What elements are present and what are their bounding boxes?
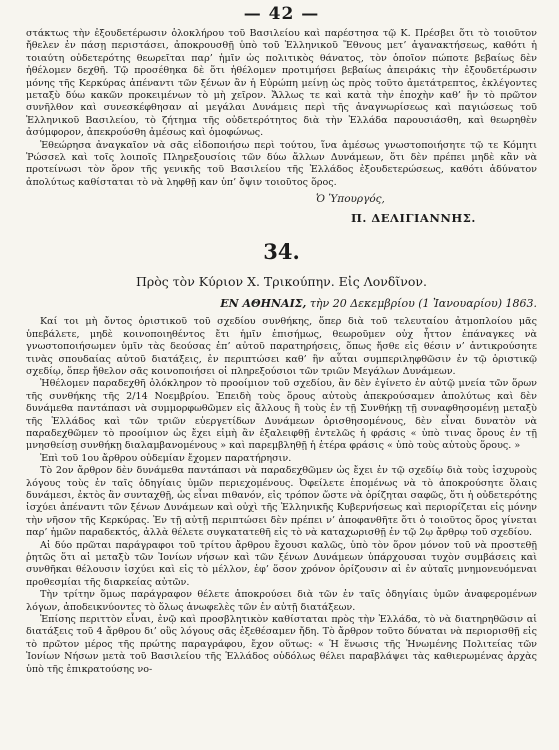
- intro-paragraph-1: στάκτως τὴν ἐξουδετέρωσιν ὁλοκλήρου τοῦ Βασιλείου καὶ παρέστησα τῷ Κ. Πρέσβει ὅτι τὸ τοιοῦτον ἤθελεν ἐν πάσῃ περιστάσει, ἀποκρουσθῇ ὑπὸ τοῦ Ἑλληνικοῦ Ἔθνους μετ’ ἀγανακτήσεως, καθότι ἡ τοιαύτη οὐδετερότης θεωρεῖται παρ’ ἡμῖν ὡς πολιτικὸς θάνατος, τὸν ὁποῖον πώποτε βεβαίως δὲν ἠθέλομεν δεχθῆ. Τῷ προσέθηκα δὲ ὅτι ἠθέλομεν προτιμήσει βεβαίως ἀπειράκις τὴν ἐξουδετέρωσιν μόνης τῆς Κερκύρας ἀπέναντι τῶν ξένων ἂν ἡ Εὐρώπη μείνῃ ὡς πρὸς τοῦτο ἀμετάτρεπτος, ἐκλέγοντες μεταξὺ δύω κακῶν προκειμένων τὸ μὴ χεῖρον. Ἄλλως τε καὶ κατὰ τὴν ἐποχὴν καθ’ ἣν τὸ πρῶτον συνῆλθον καὶ συνεσκέφθησαν αἱ μεγάλαι Δυνάμεις περὶ τῆς ἀναγνωρίσεως καὶ παγιώσεως τοῦ Ἑλληνικοῦ Βασιλείου, τὸ ζήτημα τῆς οὐδετερότητος διὰ τὴν Ἑλλάδα παρουσιάσθη, καὶ θεωρηθὲν ἀσύμφορον, ἀπεκρούσθη ἀμέσως καὶ ὁμοφώνως.: [26, 28, 537, 139]
- body-paragraph-1: Καί τοι μὴ ὄντος ὁριστικοῦ τοῦ σχεδίου συνθήκης, ὅπερ διὰ τοῦ τελευταίου ἀτμοπλοίου μᾶς ὑπεβάλετε, μηδὲ κοινοποιηθέντος ἔτι ἡμῖν ἐπισήμως, θεωροῦμεν οὐχ ἧττον ἐπάναγκες νὰ γνωστοποιήσωμεν ὑμῖν τὰς δεούσας ἐπ’ αὐτοῦ παρατηρήσεις, ὅπως ἤσθε εἰς θέσιν ν’ ἀντικρούσητε τινὰς σπουδαίας αὐτοῦ διατάξεις, ἐν περιπτώσει καθ’ ἣν αὗται συμπεριληφθῶσιν ἐν τῷ ὁριστικῷ σχεδίῳ, ὅπερ ἤθελον σᾶς κοινοποιήσει οἱ πληρεξούσιοι τῶν τριῶν Μεγάλων Δυνάμεων.: [26, 316, 537, 377]
- page-number: — 42 —: [243, 4, 320, 24]
- signature-name: Π. ΔΕΛΙΓΙΑΝΝΗΣ.: [351, 211, 476, 226]
- body-paragraph-6: Τὴν τρίτην ὅμως παράγραφον θέλετε ἀποκρούσει διὰ τῶν ἐν ταῖς ὁδηγίαις ὑμῶν ἀναφερομένων λόγων, ἀποδεικνύοντες τὸ ὅλως ἀνωφελὲς τῶν ἐν αὐτῇ διατάξεων.: [26, 589, 537, 613]
- date-rest: τὴν 20 Δεκεμβρίου (1 Ἰανουαρίου) 1863.: [309, 297, 537, 311]
- body-paragraph-2: Ἠθέλομεν παραδεχθῆ ὁλόκληρον τὸ προοίμιον τοῦ σχεδίου, ἂν δὲν ἐγίνετο ἐν αὐτῷ μνεία τῶν ὅρων τῆς συνθήκης τῆς 2/14 Νοεμβρίου. Ἐπειδὴ τοὺς ὅρους αὐτοὺς ἀπεκρούσαμεν ἀπολύτως καὶ δὲν δυνάμεθα παντάπασι νὰ συμμορφωθῶμεν εἰς ἄλλους ἢ τοὺς ἐν τῇ Συνθήκῃ τῇ συναφθησομένῃ μεταξὺ τῆς Ἑλλάδος καὶ τῶν τριῶν εὐεργετίδων Δυνάμεων ὁρισθησομένους, δὲν εἶναι δυνατὸν νὰ παραδεχθῶμεν τὸ προοίμιον ὡς ἔχει εἰμὴ ἂν ἐξαλειφθῇ ἐντελῶς ἡ φράσις « ὑπὸ τινας ὅρους ἐν τῇ μνησθείσῃ συνθήκῃ διαλαμβανομένους » καὶ παρεμβληθῇ ἡ ἑτέρα φράσις « ὑπὸ τοὺς αὐτοὺς ὅρους. »: [26, 378, 537, 452]
- document-number: 34.: [263, 239, 300, 265]
- body-paragraph-4: Τὸ 2ον ἄρθρον δὲν δυνάμεθα παντάπασι νὰ παραδεχθῶμεν ὡς ἔχει ἐν τῷ σχεδίῳ διὰ τοὺς ἰσχυροὺς λόγους τοὺς ἐν ταῖς ὁδηγίαις ὑμῶν περιεχομένους. Ὀφείλετε ἑπομένως νὰ τὸ ἀποκρούσητε ὅλαις δυνάμεσι, ἐκτὸς ἂν συνταχθῇ, ὡς εἶναι πιθανόν, εἰς τρόπον ὥστε νὰ ὁρίζηται σαφῶς, ὅτι ἡ οὐδετερότης ἰσχύει ἀπέναντι τῶν ξένων Δυνάμεων καὶ οὐχὶ τῆς Ἑλληνικῆς Κυβερνήσεως καὶ περιορίζεται εἰς μόνην τὴν νῆσον τῆς Κερκύρας. Ἐν τῇ αὐτῇ περιπτώσει δὲν πρέπει ν’ ἀποφανθῆτε ὅτι ὁ τοιοῦτος ὅρος γίνεται παρ’ ἡμῶν παραδεκτός, ἀλλὰ θέλετε συγκατατεθῆ εἰς τὸ νὰ καταχωρισθῇ ἐν τῷ 2ῳ ἄρθρῳ τοῦ σχεδίου.: [26, 465, 537, 539]
- intro-paragraph-2: Ἐθεώρησα ἀναγκαῖον νὰ σᾶς εἰδοποιήσω περὶ τούτου, ἵνα ἀμέσως γνωστοποιήσητε τῷ τε Κόμητι Ῥώσσελ καὶ τοῖς λοιποῖς Πληρεξουσίοις τῶν δύω ἄλλων Δυνάμεων, ὅτι δὲν πρέπει μηδὲ κἂν νὰ προτείνωσι τὸν ὅρον τῆς γενικῆς τοῦ Βασιλείου τῆς Ἑλλάδος ἐξουδετερώσεως, καθότι ἀδύνατον ἀπολύτως καθίσταται τὸ νὰ ληφθῇ καν ὑπ’ ὄψιν τοιοῦτος ὅρος.: [26, 139, 537, 188]
- date-city: ΕΝ ΑΘΗΝΑΙΣ,: [220, 297, 307, 311]
- document-address: Πρὸς τὸν Κύριον Χ. Τρικούπην. Εἰς Λονδῖνον.: [136, 274, 427, 290]
- body-paragraph-3: Ἐπὶ τοῦ 1ου ἄρθρου οὐδεμίαν ἔχομεν παρατήρησιν.: [40, 452, 292, 464]
- signature-title: Ὁ Ὑπουργός,: [316, 193, 385, 206]
- body-paragraph-5: Αἱ δύο πρῶται παράγραφοι τοῦ τρίτου ἄρθρου ἔχουσι καλῶς, ὑπὸ τὸν ὅρον μόνον τοῦ νὰ προστεθῇ ῥητῶς ὅτι αἱ μεταξὺ τῶν Ἰονίων νήσων καὶ τῶν ξένων Δυνάμεων ὑπάρχουσαι τυχὸν συμβάσεις καὶ συνθῆκαι θέλουσιν ἰσχύει καὶ εἰς τὸ μέλλον, ἐφ’ ὅσον χρόνον ὁρίζουσιν αἱ ἐν αὐταῖς μνημονευόμεναι προθεσμίαι τῆς διαρκείας αὐτῶν.: [26, 539, 537, 588]
- document-dateline: [26, 297, 537, 310]
- body-paragraph-7: Ἐπίσης περιττὸν εἶναι, ἐνῷ καὶ προσβλητικὸν καθίσταται πρὸς τὴν Ἑλλάδα, τὸ νὰ διατηρηθῶσιν αἱ διατάξεις τοῦ 4 ἄρθρου δι’ οὓς λόγους σᾶς ἐξεθέσαμεν ἤδη. Τὸ ἄρθρον τοῦτο δύναται νὰ περιορισθῇ εἰς τὸ πρῶτον μέρος τῆς πρώτης παραγράφου, ἔχον οὕτως: « Ἡ ἕνωσις τῆς Ἡνωμένης Πολιτείας τῶν Ἰονίων Νήσων μετὰ τοῦ Βασιλείου τῆς Ἑλλάδος οὐδόλως θέλει παραβλάψει τὰς καθιερωμένας ἀρχὰς ὑπὸ τῆς ἐπικρατούσης νο-: [26, 614, 537, 675]
